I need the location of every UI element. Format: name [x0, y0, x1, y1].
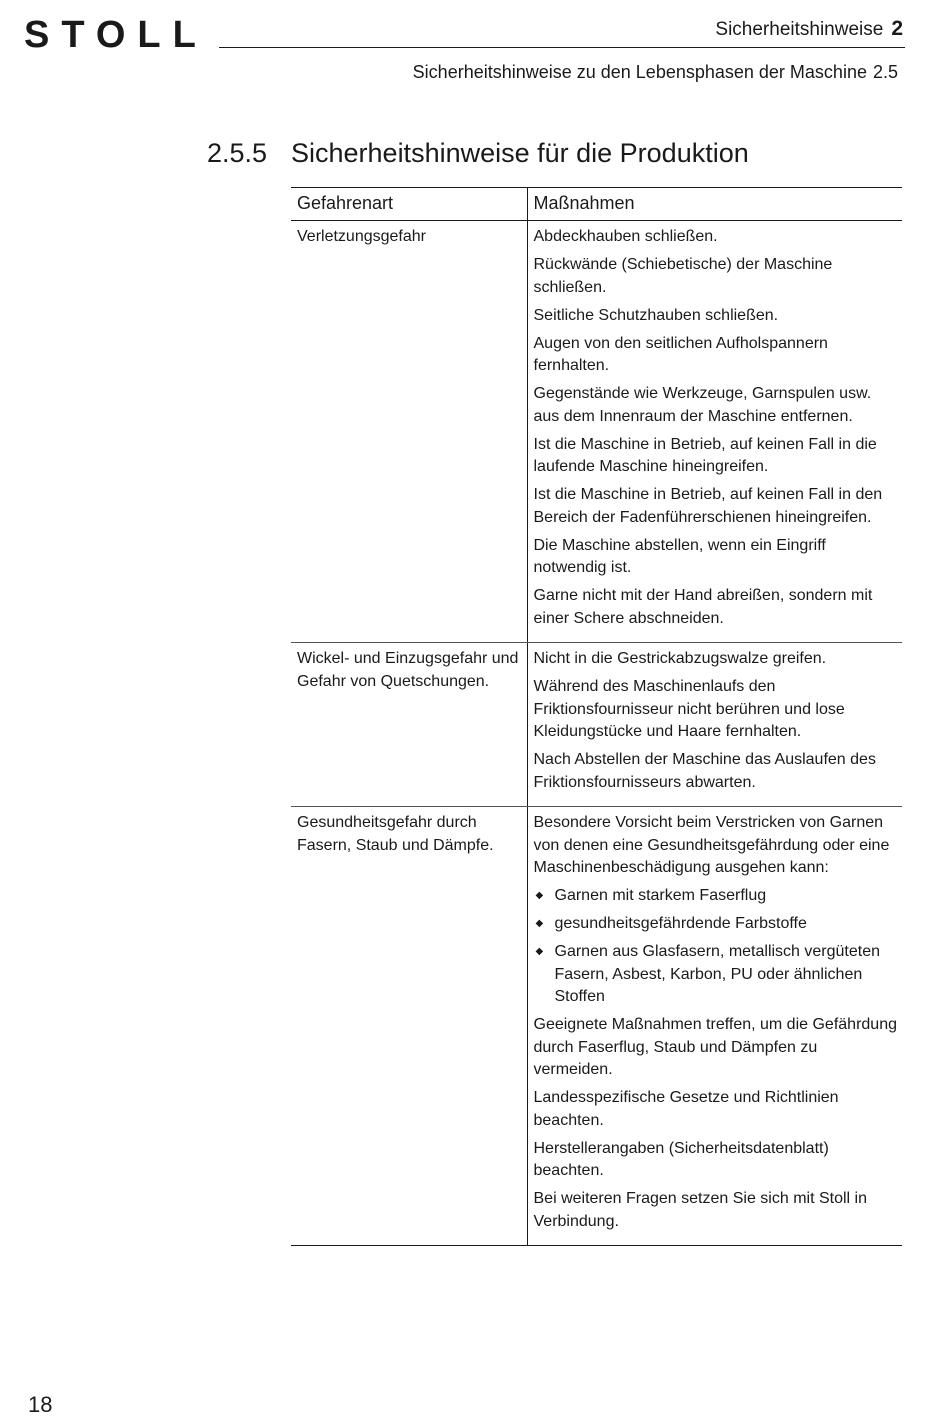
hazard-cell: Gesundheitsgefahr durch Fasern, Staub und Dämpfe.	[291, 807, 527, 1246]
measures-cell	[527, 221, 902, 643]
section-header	[413, 62, 898, 83]
column-header-measures: Maßnahmen	[527, 188, 902, 221]
measure-item: Rückwände (Schiebetische) der Maschine schließen.	[533, 256, 833, 296]
safety-table	[291, 187, 902, 1246]
measure-item: Nicht in die Gestrickabzugswalze greifen.	[533, 650, 827, 667]
measure-intro: Besondere Vorsicht beim Verstricken von Garnen von denen eine Gesundheitsgefährdung oder eine Maschinenbeschädigung ausgehen kann:	[533, 814, 890, 876]
bullet-item	[534, 885, 899, 908]
bullet-text: gesundheitsgefährdende Farbstoffe	[554, 915, 807, 932]
measure-item: Garne nicht mit der Hand abreißen, sondern mit einer Schere abschneiden.	[533, 587, 873, 627]
measure-item: Die Maschine abstellen, wenn ein Eingriff notwendig ist.	[533, 536, 826, 576]
column-header-hazard: Gefahrenart	[291, 188, 527, 221]
section-number: 2.5	[872, 62, 898, 82]
hazard-cell: Wickel- und Einzugsgefahr und Gefahr von Quetschungen.	[291, 643, 527, 807]
table-header-row	[291, 188, 902, 221]
measure-item: Bei weiteren Fragen setzen Sie sich mit Stoll in Verbindung.	[533, 1190, 867, 1230]
table-row	[291, 807, 902, 1246]
measure-item: Nach Abstellen der Maschine das Auslaufen des Friktionsfournisseurs abwarten.	[533, 751, 876, 791]
header-rule	[219, 47, 905, 48]
bullet-item	[534, 913, 899, 936]
measure-item: Gegenstände wie Werkzeuge, Garnspulen usw. aus dem Innenraum der Maschine entfernen.	[533, 385, 872, 425]
measure-item: Während des Maschinenlaufs den Friktionsfournisseur nicht berühren und lose Kleidungstücke und Haare fernhalten.	[533, 678, 845, 740]
table-row	[291, 643, 902, 807]
measure-item: Herstellerangaben (Sicherheitsdatenblatt) beachten.	[533, 1139, 829, 1179]
page-heading	[207, 138, 749, 169]
diamond-bullet-icon: ◆	[535, 946, 544, 957]
diamond-bullet-icon: ◆	[535, 918, 544, 929]
stoll-logo: STOLL	[24, 14, 208, 56]
measure-item: Seitliche Schutzhauben schließen.	[533, 306, 779, 324]
table-row	[291, 221, 902, 643]
heading-title: Sicherheitshinweise für die Produktion	[291, 138, 749, 168]
bullet-text: Garnen aus Glasfasern, metallisch vergüteten Fasern, Asbest, Karbon, PU oder ähnlichen Stoffen	[554, 943, 880, 1005]
measure-item: Augen von den seitlichen Aufholspannern fernhalten.	[533, 334, 828, 374]
chapter-number: 2	[891, 17, 903, 40]
measures-cell	[527, 643, 902, 807]
page-number: 18	[28, 1392, 53, 1417]
chapter-title: Sicherheitshinweise	[715, 19, 884, 40]
measure-item: Ist die Maschine in Betrieb, auf keinen Fall in den Bereich der Fadenführerschienen hineingreifen.	[533, 486, 883, 526]
bullet-item	[534, 941, 899, 1009]
measure-item: Abdeckhauben schließen.	[533, 228, 718, 245]
measures-cell	[527, 807, 902, 1246]
diamond-bullet-icon: ◆	[535, 890, 544, 901]
measure-item: Landesspezifische Gesetze und Richtlinien beachten.	[533, 1089, 839, 1129]
heading-number: 2.5.5	[207, 138, 268, 168]
measure-item: Ist die Maschine in Betrieb, auf keinen Fall in die laufende Maschine hineingreifen.	[533, 435, 877, 475]
section-title: Sicherheitshinweise zu den Lebensphasen der Maschine	[412, 62, 867, 82]
bullet-text: Garnen mit starkem Faserflug	[554, 887, 767, 904]
measure-item: Geeignete Maßnahmen treffen, um die Gefährdung durch Faserflug, Staub und Dämpfen zu vermeiden.	[533, 1016, 897, 1078]
chapter-header	[715, 17, 903, 41]
bullet-list	[534, 885, 899, 1009]
hazard-cell: Verletzungsgefahr	[291, 221, 527, 643]
